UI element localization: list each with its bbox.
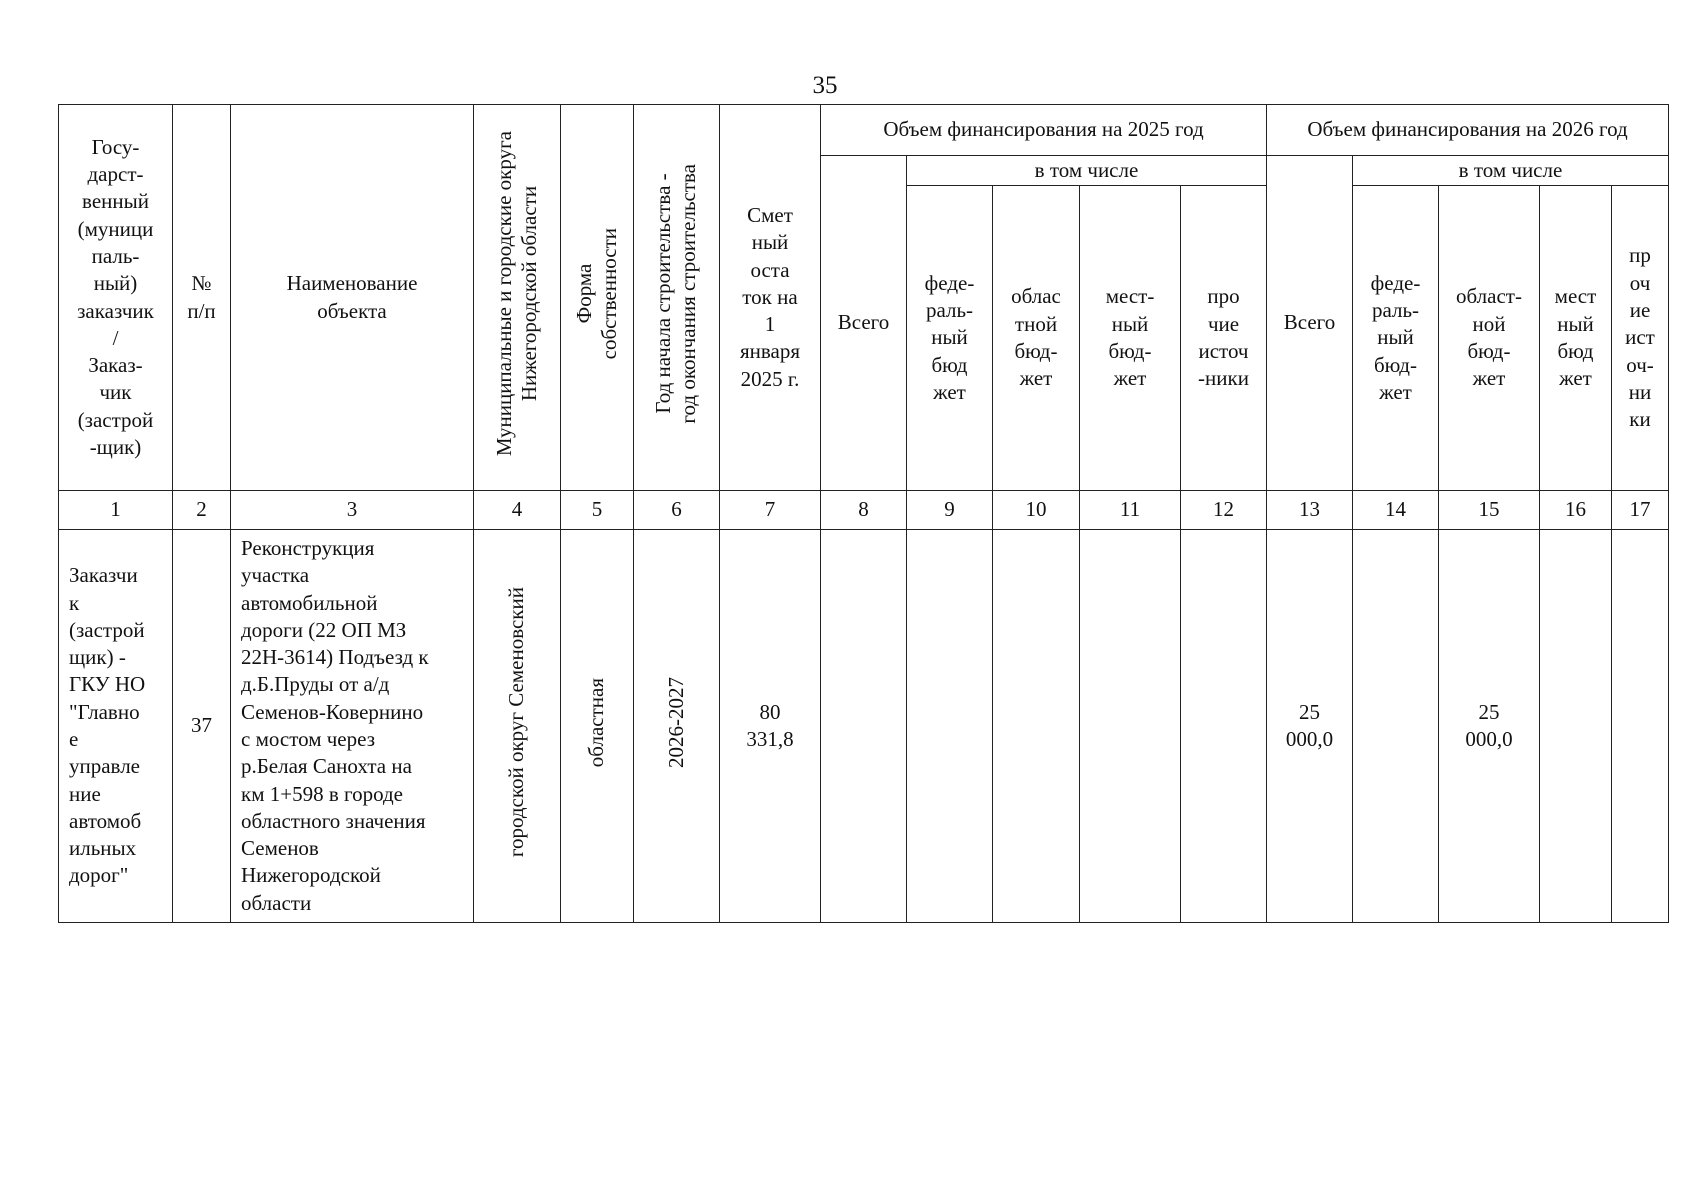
column-number: 15 <box>1439 491 1540 530</box>
column-number: 6 <box>634 491 720 530</box>
header-including-2026: в том числе <box>1353 156 1669 186</box>
header-including-2025: в том числе <box>907 156 1267 186</box>
header-other-2025: про чие источ -ники <box>1181 186 1267 491</box>
cell-object-name: Реконструкция участка автомобильной дороги (22 ОП МЗ 22Н-3614) Подъезд к д.Б.Пруды от а/д Семенов-Ковернино с мостом через р.Белая Санохта на км 1+598 в городе областного значения Семенов Нижегородской области <box>231 530 474 923</box>
header-estimate: Смет ный оста ток на 1 января 2025 г. <box>720 105 821 491</box>
header-federal-2025: феде- раль- ный бюд жет <box>907 186 993 491</box>
column-number: 7 <box>720 491 821 530</box>
cell-total-2025 <box>821 530 907 923</box>
column-number: 14 <box>1353 491 1439 530</box>
header-federal-2026: феде- раль- ный бюд- жет <box>1353 186 1439 491</box>
header-local-2026: мест ный бюд жет <box>1540 186 1612 491</box>
table-row <box>59 530 1669 923</box>
financing-table <box>58 104 1669 923</box>
header-total-2026: Всего <box>1267 156 1353 491</box>
cell-regional-2026: 25 000,0 <box>1439 530 1540 923</box>
column-number: 17 <box>1612 491 1669 530</box>
cell-regional-2025 <box>993 530 1080 923</box>
cell-other-2025 <box>1181 530 1267 923</box>
column-number: 5 <box>561 491 634 530</box>
header-regional-2025: облас тной бюд- жет <box>993 186 1080 491</box>
cell-total-2026: 25 000,0 <box>1267 530 1353 923</box>
header-object-name: Наименование объекта <box>231 105 474 491</box>
column-number: 1 <box>59 491 173 530</box>
column-number: 3 <box>231 491 474 530</box>
column-number: 4 <box>474 491 561 530</box>
cell-num: 37 <box>173 530 231 923</box>
cell-other-2026 <box>1612 530 1669 923</box>
cell-municipality: городской округ Семеновский <box>474 530 561 923</box>
cell-local-2025 <box>1080 530 1181 923</box>
column-number: 12 <box>1181 491 1267 530</box>
cell-federal-2026 <box>1353 530 1439 923</box>
header-customer: Госу- дарст- венный (муници паль- ный) заказчик / Заказ- чик (застрой -щик) <box>59 105 173 491</box>
cell-customer: Заказчи к (застрой щик) - ГКУ НО "Главно е управле ние автомоб ильных дорог" <box>59 530 173 923</box>
column-number: 8 <box>821 491 907 530</box>
header-other-2026: пр оч ие ист оч- ни ки <box>1612 186 1669 491</box>
cell-years: 2026-2027 <box>634 530 720 923</box>
header-local-2025: мест- ный бюд- жет <box>1080 186 1181 491</box>
column-number: 13 <box>1267 491 1353 530</box>
header-total-2025: Всего <box>821 156 907 491</box>
header-regional-2026: област- ной бюд- жет <box>1439 186 1540 491</box>
column-number: 10 <box>993 491 1080 530</box>
column-number: 2 <box>173 491 231 530</box>
page-number: 35 <box>812 72 838 99</box>
cell-estimate: 80 331,8 <box>720 530 821 923</box>
header-municipality: Муниципальные и городские округа Нижегородской области <box>474 105 561 491</box>
header-num: № п/п <box>173 105 231 491</box>
header-financing-2025: Объем финансирования на 2025 год <box>821 105 1267 156</box>
header-row-1 <box>59 105 1669 156</box>
header-years: Год начала строительства - год окончания строительства <box>634 105 720 491</box>
cell-ownership: областная <box>561 530 634 923</box>
column-number-row <box>59 491 1669 530</box>
header-ownership: Форма собственности <box>561 105 634 491</box>
cell-federal-2025 <box>907 530 993 923</box>
column-number: 9 <box>907 491 993 530</box>
column-number: 16 <box>1540 491 1612 530</box>
cell-local-2026 <box>1540 530 1612 923</box>
header-financing-2026: Объем финансирования на 2026 год <box>1267 105 1669 156</box>
column-number: 11 <box>1080 491 1181 530</box>
